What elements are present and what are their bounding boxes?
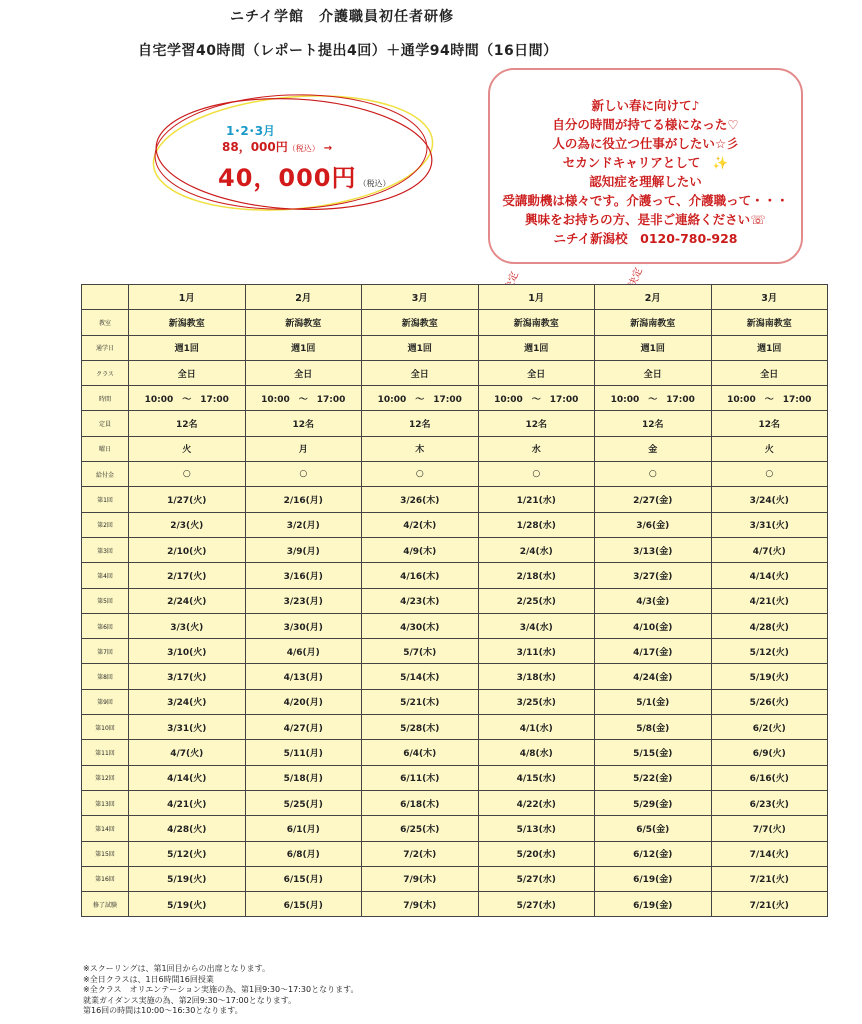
table-cell: 5/29(金) <box>595 790 712 815</box>
table-cell: 4/10(金) <box>595 613 712 638</box>
table-cell: 5/15(金) <box>595 740 712 765</box>
table-cell: 12名 <box>362 411 479 436</box>
table-row <box>82 537 828 562</box>
table-row <box>82 436 828 461</box>
table-cell: 2/24(火) <box>129 588 246 613</box>
table-row <box>82 715 828 740</box>
table-cell: 1/28(水) <box>478 512 595 537</box>
table-cell: 6/23(火) <box>711 790 828 815</box>
table-cell: 6/5(金) <box>595 816 712 841</box>
campaign-price-value: 40，000円 <box>218 164 357 192</box>
table-cell: ○ <box>245 462 362 487</box>
row-label: 第13回 <box>82 790 129 815</box>
promo-line: 人の為に役立つ仕事がしたい☆彡 <box>552 136 739 151</box>
table-cell: 5/18(月) <box>245 765 362 790</box>
table-cell: 水 <box>478 436 595 461</box>
table-row <box>82 790 828 815</box>
table-cell: 1/27(火) <box>129 487 246 512</box>
table-cell: 全日 <box>362 360 479 385</box>
table-cell: 全日 <box>245 360 362 385</box>
promo-line: 受講動機は様々です。介護って、介護職って・・・ <box>502 193 789 208</box>
table-row <box>82 689 828 714</box>
column-header-month: 2月 <box>595 285 712 310</box>
footnote-line: 第16回の時間は10:00～16:30となります。 <box>83 1006 243 1015</box>
table-cell: 7/7(火) <box>711 816 828 841</box>
table-cell: 10:00 ～ 17:00 <box>478 386 595 411</box>
table-cell: 5/22(金) <box>595 765 712 790</box>
table-cell: ○ <box>478 462 595 487</box>
column-header-month: 1月 <box>478 285 595 310</box>
promo-box <box>488 68 803 264</box>
table-cell: 3/24(火) <box>711 487 828 512</box>
row-label: 第5回 <box>82 588 129 613</box>
table-cell: 3/27(金) <box>595 563 712 588</box>
regular-price-tax: （税込） <box>287 144 320 153</box>
table-cell: 5/7(木) <box>362 639 479 664</box>
table-cell: 10:00 ～ 17:00 <box>245 386 362 411</box>
table-cell: 3/10(火) <box>129 639 246 664</box>
footnote-line: ※スクーリングは、第1回目からの出席となります。 <box>83 964 270 973</box>
row-label: 曜日 <box>82 436 129 461</box>
row-label: 第14回 <box>82 816 129 841</box>
table-cell: 週1回 <box>362 335 479 360</box>
table-cell: 12名 <box>129 411 246 436</box>
table-row <box>82 487 828 512</box>
table-cell: 5/8(金) <box>595 715 712 740</box>
row-label: 第16回 <box>82 866 129 891</box>
table-cell: 4/21(火) <box>711 588 828 613</box>
table-cell: 6/2(火) <box>711 715 828 740</box>
table-cell: 12名 <box>478 411 595 436</box>
footnote-line: ※全日クラスは、1日6時間16回授業 <box>83 974 214 984</box>
row-label: 通学日 <box>82 335 129 360</box>
table-cell: 4/27(月) <box>245 715 362 740</box>
column-header-month: 1月 <box>129 285 246 310</box>
row-label: 第12回 <box>82 765 129 790</box>
table-cell: 10:00 ～ 17:00 <box>362 386 479 411</box>
table-cell: 全日 <box>129 360 246 385</box>
table-cell: 全日 <box>478 360 595 385</box>
footnote-line: 就業ガイダンス実施の為、第2回9:30～17:00となります。 <box>83 995 297 1005</box>
table-cell: 2/18(水) <box>478 563 595 588</box>
table-cell: 7/2(木) <box>362 841 479 866</box>
table-cell: 6/16(火) <box>711 765 828 790</box>
table-cell: 12名 <box>711 411 828 436</box>
row-label: 第10回 <box>82 715 129 740</box>
table-cell: 5/19(火) <box>129 892 246 917</box>
table-cell: 5/28(木) <box>362 715 479 740</box>
table-cell: 火 <box>129 436 246 461</box>
table-cell: 新潟教室 <box>129 310 246 335</box>
table-cell: 5/12(火) <box>129 841 246 866</box>
table-cell: 2/17(火) <box>129 563 246 588</box>
table-cell: 6/25(木) <box>362 816 479 841</box>
table-cell: 3/26(木) <box>362 487 479 512</box>
table-cell: 4/20(月) <box>245 689 362 714</box>
promo-line: ニチイ新潟校 0120-780-928 <box>553 231 738 246</box>
row-label: 第11回 <box>82 740 129 765</box>
table-row <box>82 639 828 664</box>
table-cell: 金 <box>595 436 712 461</box>
table-cell: 5/12(火) <box>711 639 828 664</box>
table-cell: 4/6(月) <box>245 639 362 664</box>
table-cell: 週1回 <box>245 335 362 360</box>
table-row <box>82 740 828 765</box>
table-cell: 12名 <box>595 411 712 436</box>
table-cell: 5/20(水) <box>478 841 595 866</box>
table-cell: 7/21(火) <box>711 866 828 891</box>
table-cell: 4/28(火) <box>129 816 246 841</box>
table-cell: 6/9(火) <box>711 740 828 765</box>
row-label: 定員 <box>82 411 129 436</box>
table-cell: 6/4(木) <box>362 740 479 765</box>
row-label: 第7回 <box>82 639 129 664</box>
table-cell: 4/14(火) <box>711 563 828 588</box>
table-cell: 10:00 ～ 17:00 <box>595 386 712 411</box>
arrow-right-icon: → <box>323 143 333 154</box>
table-cell: ○ <box>595 462 712 487</box>
table-cell: 5/21(木) <box>362 689 479 714</box>
footnotes <box>83 964 358 1017</box>
schedule-body <box>82 310 828 917</box>
table-cell: 3/23(月) <box>245 588 362 613</box>
table-cell: 3/11(水) <box>478 639 595 664</box>
table-cell: 10:00 ～ 17:00 <box>711 386 828 411</box>
table-cell: 4/28(火) <box>711 613 828 638</box>
table-cell: 1/21(水) <box>478 487 595 512</box>
row-label: 第3回 <box>82 537 129 562</box>
table-row <box>82 664 828 689</box>
table-cell: 4/3(金) <box>595 588 712 613</box>
schedule-table <box>81 284 828 917</box>
table-row <box>82 765 828 790</box>
column-header-month: 3月 <box>362 285 479 310</box>
table-cell: 新潟教室 <box>245 310 362 335</box>
table-cell: 5/11(月) <box>245 740 362 765</box>
table-cell: 10:00 ～ 17:00 <box>129 386 246 411</box>
table-cell: 3/17(火) <box>129 664 246 689</box>
table-cell: 5/19(火) <box>129 866 246 891</box>
table-cell: 3/6(金) <box>595 512 712 537</box>
table-row <box>82 841 828 866</box>
table-row <box>82 512 828 537</box>
campaign-price-tax: （税込） <box>358 179 391 188</box>
table-cell: 4/7(火) <box>129 740 246 765</box>
table-cell: 12名 <box>245 411 362 436</box>
table-cell: 4/13(月) <box>245 664 362 689</box>
regular-price-value: 88，000円 <box>222 140 288 154</box>
row-label: 第1回 <box>82 487 129 512</box>
table-cell: 全日 <box>595 360 712 385</box>
table-cell: 5/25(月) <box>245 790 362 815</box>
table-cell: 4/17(金) <box>595 639 712 664</box>
table-cell: 2/10(火) <box>129 537 246 562</box>
table-cell: 5/26(火) <box>711 689 828 714</box>
table-cell: 6/8(月) <box>245 841 362 866</box>
row-label: 修了試験 <box>82 892 129 917</box>
footnote-line: ※全クラス オリエンテーション実施の為、第1回9:30～17:30となります。 <box>83 985 359 994</box>
table-cell: 4/14(火) <box>129 765 246 790</box>
promo-line: 認知症を理解したい <box>589 174 702 189</box>
promo-line: 自分の時間が持てる様になった♡ <box>552 117 739 132</box>
promo-message <box>490 96 801 248</box>
table-cell: 2/27(金) <box>595 487 712 512</box>
table-cell: 3/16(月) <box>245 563 362 588</box>
table-row <box>82 360 828 385</box>
table-row <box>82 816 828 841</box>
table-cell: 週1回 <box>711 335 828 360</box>
table-cell: 週1回 <box>595 335 712 360</box>
course-summary: 自宅学習40時間（レポート提出4回）＋通学94時間（16日間） <box>138 43 558 59</box>
table-cell: ○ <box>711 462 828 487</box>
table-cell: 6/11(木) <box>362 765 479 790</box>
table-cell: 4/22(水) <box>478 790 595 815</box>
table-cell: 6/18(木) <box>362 790 479 815</box>
table-cell: 2/3(火) <box>129 512 246 537</box>
row-label: 時間 <box>82 386 129 411</box>
promo-line: 興味をお持ちの方、是非ご連絡ください☏ <box>525 212 766 227</box>
header-corner <box>82 285 129 310</box>
table-cell: 4/9(木) <box>362 537 479 562</box>
table-cell: 4/1(水) <box>478 715 595 740</box>
table-cell: 6/12(金) <box>595 841 712 866</box>
table-cell: 3/24(火) <box>129 689 246 714</box>
table-row <box>82 588 828 613</box>
table-cell: ○ <box>362 462 479 487</box>
regular-price <box>222 138 332 155</box>
table-cell: 2/4(水) <box>478 537 595 562</box>
table-cell: 2/25(水) <box>478 588 595 613</box>
table-cell: 火 <box>711 436 828 461</box>
row-label: 第9回 <box>82 689 129 714</box>
table-cell: 新潟教室 <box>362 310 479 335</box>
table-cell: 新潟南教室 <box>478 310 595 335</box>
promo-line: 新しい春に向けて♪ <box>591 98 700 113</box>
table-cell: 4/15(水) <box>478 765 595 790</box>
document-title: ニチイ学館 介護職員初任者研修 <box>230 9 455 25</box>
table-cell: 4/24(金) <box>595 664 712 689</box>
table-cell: 5/27(水) <box>478 866 595 891</box>
table-cell: 新潟南教室 <box>595 310 712 335</box>
table-cell: 3/31(火) <box>129 715 246 740</box>
table-cell: 6/19(金) <box>595 892 712 917</box>
table-cell: 3/30(月) <box>245 613 362 638</box>
table-cell: 全日 <box>711 360 828 385</box>
table-cell: 5/14(木) <box>362 664 479 689</box>
table-row <box>82 462 828 487</box>
table-cell: 5/27(水) <box>478 892 595 917</box>
row-label: 教室 <box>82 310 129 335</box>
schedule-header-row <box>82 285 828 310</box>
promo-line: セカンドキャリアとして ✨ <box>562 155 729 170</box>
table-cell: 7/14(火) <box>711 841 828 866</box>
row-label: クラス <box>82 360 129 385</box>
table-cell: 4/16(木) <box>362 563 479 588</box>
row-label: 第15回 <box>82 841 129 866</box>
table-cell: 6/15(月) <box>245 866 362 891</box>
row-label: 第8回 <box>82 664 129 689</box>
table-row <box>82 892 828 917</box>
table-cell: ○ <box>129 462 246 487</box>
table-cell: 5/1(金) <box>595 689 712 714</box>
table-cell: 6/19(金) <box>595 866 712 891</box>
table-cell: 3/18(水) <box>478 664 595 689</box>
table-row <box>82 866 828 891</box>
table-cell: 3/3(火) <box>129 613 246 638</box>
table-cell: 7/9(木) <box>362 866 479 891</box>
table-cell: 7/9(木) <box>362 892 479 917</box>
campaign-price <box>218 158 391 193</box>
table-row <box>82 613 828 638</box>
table-cell: 5/19(火) <box>711 664 828 689</box>
table-cell: 3/13(金) <box>595 537 712 562</box>
table-cell: 3/31(火) <box>711 512 828 537</box>
row-label: 第2回 <box>82 512 129 537</box>
table-cell: 4/30(木) <box>362 613 479 638</box>
table-cell: 3/9(月) <box>245 537 362 562</box>
table-cell: 木 <box>362 436 479 461</box>
table-cell: 4/2(木) <box>362 512 479 537</box>
column-header-month: 3月 <box>711 285 828 310</box>
table-cell: 4/7(火) <box>711 537 828 562</box>
table-cell: 5/13(水) <box>478 816 595 841</box>
table-row <box>82 335 828 360</box>
table-cell: 4/21(火) <box>129 790 246 815</box>
table-cell: 2/16(月) <box>245 487 362 512</box>
column-header-month: 2月 <box>245 285 362 310</box>
table-cell: 7/21(火) <box>711 892 828 917</box>
table-cell: 4/8(水) <box>478 740 595 765</box>
table-row <box>82 386 828 411</box>
row-label: 第6回 <box>82 613 129 638</box>
table-cell: 3/4(水) <box>478 613 595 638</box>
table-cell: 週1回 <box>129 335 246 360</box>
row-label: 第4回 <box>82 563 129 588</box>
table-row <box>82 563 828 588</box>
campaign-months: 1･2･3月 <box>226 124 276 138</box>
table-row <box>82 310 828 335</box>
table-cell: 新潟南教室 <box>711 310 828 335</box>
table-cell: 4/23(木) <box>362 588 479 613</box>
table-cell: 月 <box>245 436 362 461</box>
table-cell: 6/15(月) <box>245 892 362 917</box>
table-cell: 週1回 <box>478 335 595 360</box>
row-label: 給付金 <box>82 462 129 487</box>
table-cell: 3/25(水) <box>478 689 595 714</box>
table-cell: 3/2(月) <box>245 512 362 537</box>
table-row <box>82 411 828 436</box>
table-cell: 6/1(月) <box>245 816 362 841</box>
